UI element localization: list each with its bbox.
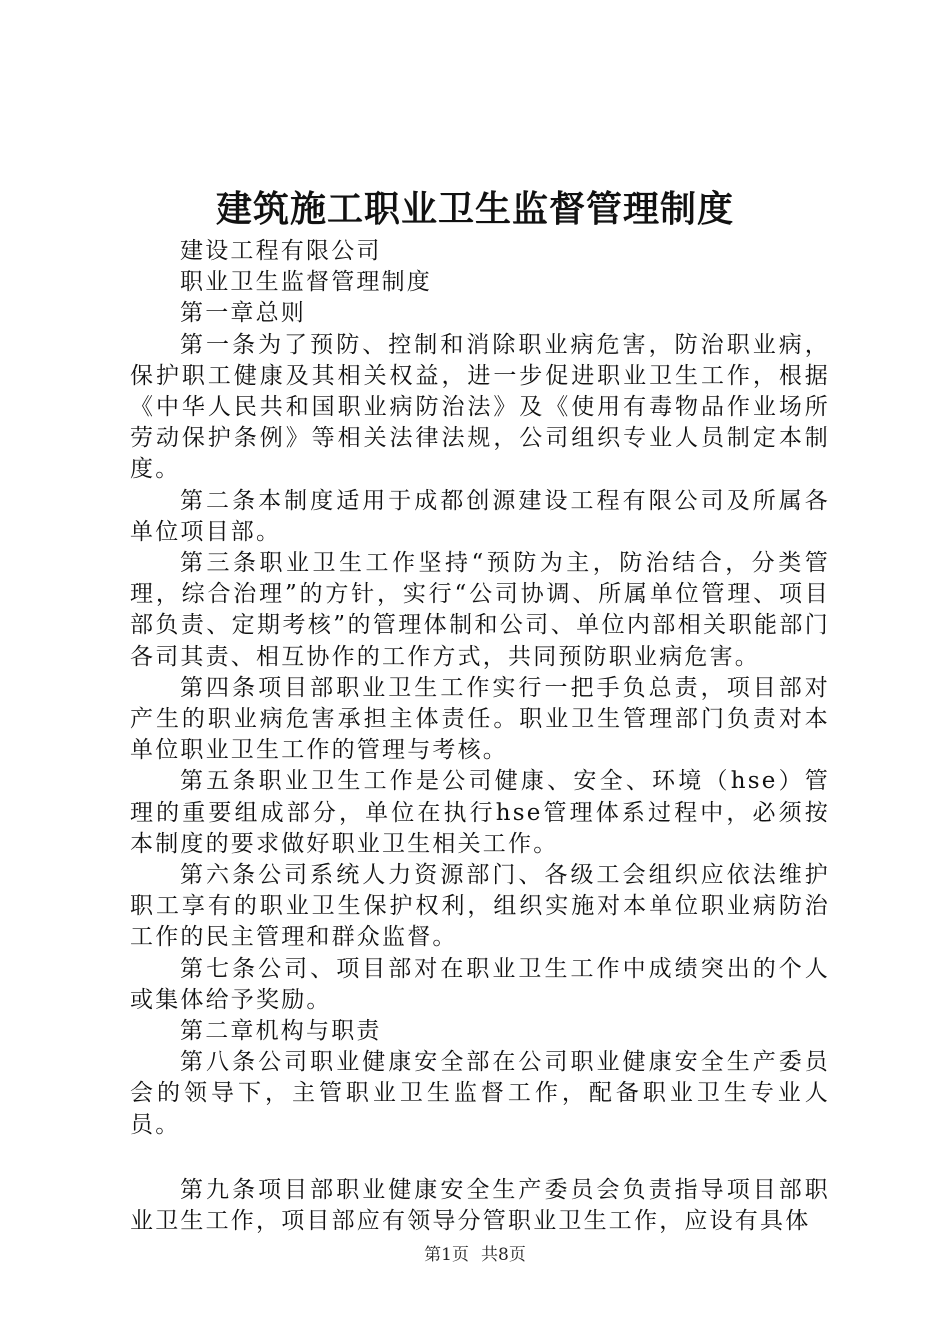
- article-paragraph: 第三条职业卫生工作坚持“预防为主，防治结合，分类管理，综合治理”的方针，实行“公司协调、所属单位管理、项目部负责、定期考核”的管理体制和公司、单位内部相关职能部门各司其责、相互协作的工作方式，共同预防职业病危害。: [130, 550, 830, 670]
- chapter-heading: 第二章机构与职责: [180, 1018, 382, 1045]
- article-paragraph: 第七条公司、项目部对在职业卫生工作中成绩突出的个人或集体给予奖励。: [130, 955, 830, 1013]
- chapter-heading: 第一章总则: [180, 300, 306, 327]
- article-paragraph: 第四条项目部职业卫生工作实行一把手负总责，项目部对产生的职业病危害承担主体责任。职业卫生管理部门负责对本单位职业卫生工作的管理与考核。: [130, 674, 830, 764]
- article-paragraph: 第一条为了预防、控制和消除职业病危害，防治职业病，保护职工健康及其相关权益，进一步促进职业卫生工作，根据《中华人民共和国职业病防治法》及《使用有毒物品作业场所劳动保护条例》等相关法律法规，公司组织专业人员制定本制度。: [130, 331, 830, 483]
- page-total: 共8页: [481, 1245, 526, 1265]
- article-paragraph: 第五条职业卫生工作是公司健康、安全、环境（hse）管理的重要组成部分，单位在执行hse管理体系过程中，必须按本制度的要求做好职业卫生相关工作。: [130, 768, 830, 857]
- document-title: 建筑施工职业卫生监督管理制度: [215, 188, 734, 230]
- article-paragraph: 第九条项目部职业健康安全生产委员会负责指导项目部职业卫生工作，项目部应有领导分管职业卫生工作，应设有具体: [130, 1176, 830, 1235]
- page-number: 第1页: [424, 1245, 469, 1265]
- article-paragraph: 第六条公司系统人力资源部门、各级工会组织应依法维护职工享有的职业卫生保护权利，组织实施对本单位职业病防治工作的民主管理和群众监督。: [130, 862, 830, 951]
- subtitle-line: 职业卫生监督管理制度: [180, 269, 432, 296]
- company-line: 建设工程有限公司: [180, 238, 382, 264]
- article-paragraph: 第二条本制度适用于成都创源建设工程有限公司及所属各单位项目部。: [130, 487, 830, 545]
- article-paragraph: 第八条公司职业健康安全部在公司职业健康安全生产委员会的领导下，主管职业卫生监督工作，配备职业卫生专业人员。: [130, 1049, 830, 1138]
- document-body: [130, 236, 830, 1237]
- page-footer: [0, 1243, 950, 1267]
